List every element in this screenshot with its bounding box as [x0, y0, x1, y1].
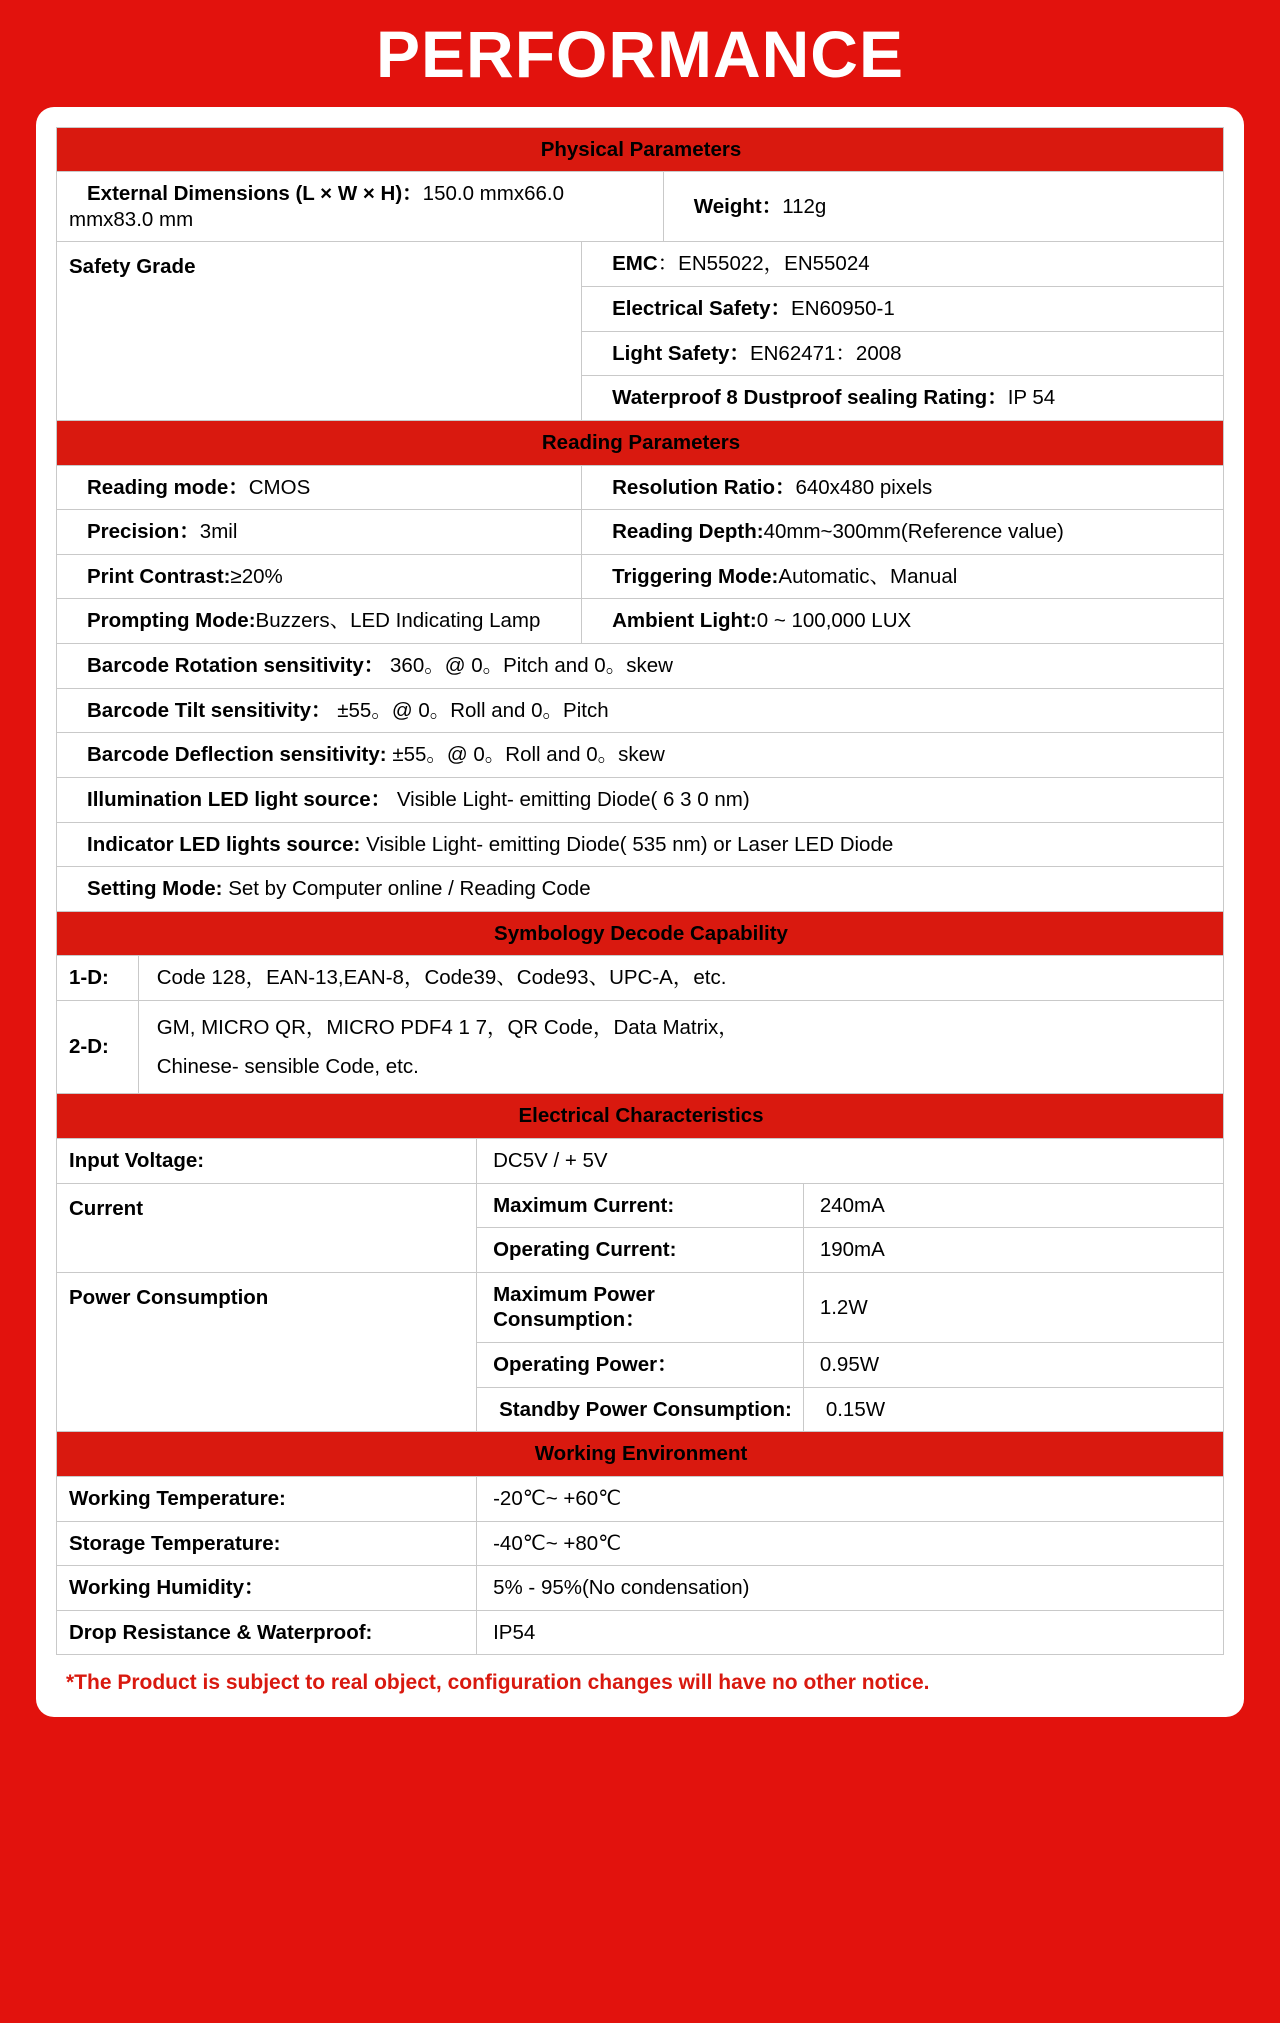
page-title: PERFORMANCE: [375, 17, 904, 91]
value-barcode-tilt-sensitivity: ±55。@ 0。Roll and 0。Pitch: [337, 698, 609, 722]
label-reading-depth: Reading Depth:: [612, 520, 764, 544]
value-standby-power-consumption: 0.15W: [803, 1387, 1223, 1432]
label-print-contrast: Print Contrast:: [87, 564, 231, 588]
cell-ambient-light: [582, 599, 1224, 644]
label-input-voltage: Input Voltage:: [57, 1138, 477, 1183]
section-title-physical: Physical Parameters: [57, 127, 1224, 172]
table-row: [57, 1610, 1224, 1655]
table-row: [57, 510, 1224, 555]
label-storage-temperature: Storage Temperature:: [57, 1521, 477, 1566]
label-electrical-safety: Electrical Safety：: [612, 297, 792, 321]
section-header-symbology: [57, 911, 1224, 956]
value-print-contrast: ≥20%: [230, 564, 283, 588]
label-safety-grade: Safety Grade: [57, 242, 582, 421]
cell-triggering-mode: [582, 554, 1224, 599]
value-storage-temperature: -40℃~ +80℃: [477, 1521, 1224, 1566]
value-2d-line2: Chinese- sensible Code, etc.: [156, 1054, 419, 1078]
value-weight: 112g: [782, 195, 827, 219]
table-row: [57, 956, 1224, 1001]
value-light-safety: EN62471：2008: [749, 341, 902, 365]
value-resolution-ratio: 640x480 pixels: [795, 475, 933, 499]
table-row: [57, 1272, 1224, 1342]
cell-external-dimensions: [57, 172, 664, 242]
value-input-voltage: DC5V / + 5V: [477, 1138, 1224, 1183]
value-electrical-safety: EN60950-1: [791, 297, 895, 321]
label-emc: EMC: [612, 252, 658, 276]
cell-waterproof: [582, 376, 1224, 421]
table-row: [57, 867, 1224, 912]
label-waterproof: Waterproof 8 Dustproof sealing Rating：: [612, 386, 1008, 410]
value-1d: Code 128，EAN-13,EAN-8，Code39、Code93、UPC-A，etc.: [138, 956, 1223, 1001]
table-row: [57, 644, 1224, 689]
label-maximum-current: Maximum Current:: [477, 1183, 804, 1228]
value-reading-depth: 40mm~300mm(Reference value): [763, 520, 1064, 544]
section-header-electrical: [57, 1094, 1224, 1139]
table-row: [57, 1138, 1224, 1183]
table-row: [57, 733, 1224, 778]
cell-emc: [582, 242, 1224, 287]
value-working-temperature: -20℃~ +60℃: [477, 1476, 1224, 1521]
footnote: *The Product is subject to real object, configuration changes will have no other notice.: [66, 1671, 930, 1695]
label-barcode-tilt-sensitivity: Barcode Tilt sensitivity：: [87, 698, 332, 722]
label-reading-mode: Reading mode：: [87, 475, 249, 499]
cell-illumination-led: [57, 777, 1224, 822]
label-operating-current: Operating Current:: [477, 1228, 804, 1273]
label-maximum-power-consumption: Maximum Power Consumption：: [477, 1272, 804, 1342]
label-working-temperature: Working Temperature:: [57, 1476, 477, 1521]
table-row-safety-emc: [57, 242, 1224, 287]
value-indicator-led: Visible Light- emitting Diode( 535 nm) or Laser LED Diode: [366, 832, 894, 856]
label-current: Current: [57, 1183, 477, 1272]
value-illumination-led: Visible Light- emitting Diode( 6 3 0 nm): [396, 787, 750, 811]
label-2d: 2-D:: [57, 1001, 139, 1094]
value-maximum-current: 240mA: [803, 1183, 1223, 1228]
label-illumination-led: Illumination LED light source：: [87, 787, 392, 811]
value-triggering-mode: Automatic、Manual: [778, 564, 958, 588]
value-precision: 3mil: [199, 520, 238, 544]
value-waterproof: IP 54: [1007, 386, 1056, 410]
cell-electrical-safety: [582, 287, 1224, 332]
cell-light-safety: [582, 331, 1224, 376]
cell-indicator-led: [57, 822, 1224, 867]
value-emc: ：EN55022，EN55024: [657, 252, 870, 276]
value-setting-mode: Set by Computer online / Reading Code: [228, 877, 591, 901]
label-triggering-mode: Triggering Mode:: [612, 564, 779, 588]
value-barcode-deflection-sensitivity: ±55。@ 0。Roll and 0。skew: [392, 743, 665, 767]
label-setting-mode: Setting Mode:: [87, 877, 223, 901]
section-header-physical: [57, 127, 1224, 172]
table-row: [57, 1183, 1224, 1228]
value-2d-line1: GM, MICRO QR，MICRO PDF4 1 7，QR Code，Data Matrix，: [156, 1016, 739, 1040]
section-header-environment: [57, 1432, 1224, 1477]
label-operating-power: Operating Power：: [477, 1343, 804, 1388]
cell-barcode-deflection-sensitivity: [57, 733, 1224, 778]
table-row: [57, 465, 1224, 510]
cell-print-contrast: [57, 554, 582, 599]
section-title-electrical: Electrical Characteristics: [57, 1094, 1224, 1139]
section-title-environment: Working Environment: [57, 1432, 1224, 1477]
label-prompting-mode: Prompting Mode:: [87, 609, 256, 633]
label-precision: Precision：: [87, 520, 200, 544]
cell-barcode-rotation-sensitivity: [57, 644, 1224, 689]
cell-reading-mode: [57, 465, 582, 510]
cell-barcode-tilt-sensitivity: [57, 688, 1224, 733]
value-prompting-mode: Buzzers、LED Indicating Lamp: [255, 609, 541, 633]
label-indicator-led: Indicator LED lights source:: [87, 832, 361, 856]
table-row-dimensions: [57, 172, 1224, 242]
label-resolution-ratio: Resolution Ratio：: [612, 475, 796, 499]
table-row: [57, 554, 1224, 599]
table-row: [57, 1566, 1224, 1611]
spec-table: [56, 127, 1224, 1656]
label-power-consumption: Power Consumption: [57, 1272, 477, 1432]
value-barcode-rotation-sensitivity: 360。@ 0。Pitch and 0。skew: [390, 654, 673, 678]
label-ambient-light: Ambient Light:: [612, 609, 757, 633]
label-barcode-deflection-sensitivity: Barcode Deflection sensitivity:: [87, 743, 387, 767]
cell-weight: [663, 172, 1223, 242]
cell-precision: [57, 510, 582, 555]
value-reading-mode: CMOS: [248, 475, 311, 499]
label-light-safety: Light Safety：: [612, 341, 750, 365]
value-external-dimensions: 150.0 mmx66.0 mmx83.0 mm: [69, 182, 564, 231]
value-working-humidity: 5% - 95%(No condensation): [477, 1566, 1224, 1611]
value-operating-power: 0.95W: [803, 1343, 1223, 1388]
spec-card: [36, 107, 1244, 1717]
value-maximum-power-consumption: 1.2W: [803, 1272, 1223, 1342]
label-weight: Weight：: [693, 195, 783, 219]
table-row: [57, 777, 1224, 822]
label-1d: 1-D:: [57, 956, 139, 1001]
label-standby-power-consumption: Standby Power Consumption:: [477, 1387, 804, 1432]
value-ambient-light: 0 ~ 100,000 LUX: [756, 609, 912, 633]
label-drop-resistance: Drop Resistance & Waterproof:: [57, 1610, 477, 1655]
value-drop-resistance: IP54: [477, 1610, 1224, 1655]
table-row: [57, 599, 1224, 644]
table-row: [57, 822, 1224, 867]
section-header-reading: [57, 420, 1224, 465]
label-external-dimensions: External Dimensions (L × W × H)：: [87, 182, 423, 206]
section-title-symbology: Symbology Decode Capability: [57, 911, 1224, 956]
cell-reading-depth: [582, 510, 1224, 555]
section-title-reading: Reading Parameters: [57, 420, 1224, 465]
value-operating-current: 190mA: [803, 1228, 1223, 1273]
table-row: [57, 1476, 1224, 1521]
table-row: [57, 1001, 1224, 1094]
cell-setting-mode: [57, 867, 1224, 912]
label-working-humidity: Working Humidity：: [57, 1566, 477, 1611]
label-barcode-rotation-sensitivity: Barcode Rotation sensitivity：: [87, 654, 385, 678]
table-row: [57, 1521, 1224, 1566]
cell-resolution-ratio: [582, 465, 1224, 510]
table-row: [57, 688, 1224, 733]
cell-2d-values: [138, 1001, 1223, 1094]
cell-prompting-mode: [57, 599, 582, 644]
